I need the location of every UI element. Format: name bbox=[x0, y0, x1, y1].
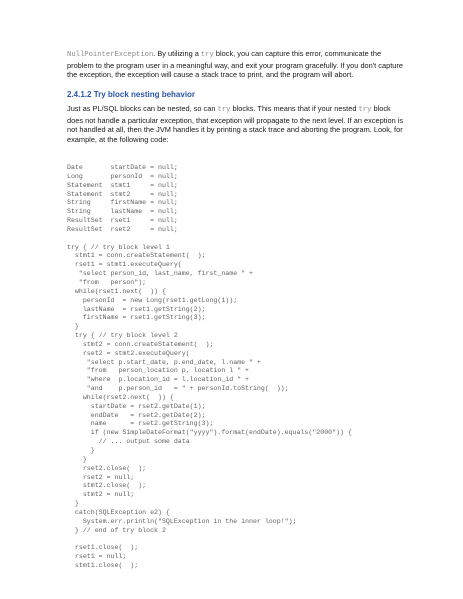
inline-code-nullpointerexception: NullPointerException bbox=[67, 51, 154, 59]
para-text-a: Just as PL/SQL blocks can be nested, so can bbox=[67, 104, 218, 113]
code-line bbox=[67, 235, 352, 244]
code-block bbox=[67, 164, 352, 571]
code-line: Statement stmt2 = null; bbox=[67, 190, 178, 198]
code-line: "from person_location p, location l " + bbox=[67, 367, 250, 375]
code-line: stmt2 = null; bbox=[67, 491, 135, 499]
code-line bbox=[67, 535, 352, 544]
code-line: "and p.person_id = " + personId.toString( )); bbox=[67, 385, 289, 393]
inline-code-try: try bbox=[200, 51, 214, 59]
code-line: catch(SQLException e2) { bbox=[67, 508, 170, 516]
code-line: "from person"); bbox=[67, 278, 147, 286]
code-line: rset1.close( ); bbox=[67, 544, 139, 552]
code-line: rset1 = null; bbox=[67, 553, 127, 561]
code-line: if (new SimpleDateFormat("yyyy").format(endDate).equals("2000")) { bbox=[67, 429, 352, 437]
code-line: while(rset1.next( )) { bbox=[67, 287, 166, 295]
code-line: Statement stmt1 = null; bbox=[67, 181, 178, 189]
code-line: lastName = rset1.getString(2); bbox=[67, 305, 206, 313]
intro-paragraph bbox=[67, 49, 407, 80]
code-line: } bbox=[67, 447, 95, 454]
code-line: } // end of try block 2 bbox=[67, 526, 166, 534]
para-text-b: blocks. This means that if your nested bbox=[230, 104, 359, 113]
code-line: endDate = rset2.getDate(2); bbox=[67, 411, 206, 419]
code-line: stmt2 = conn.createStatement( ); bbox=[67, 340, 214, 348]
code-line: Long personId = null; bbox=[67, 172, 178, 180]
code-line: // ... output some data bbox=[67, 438, 190, 446]
section-heading: 2.4.1.2 Try block nesting behavior bbox=[67, 90, 196, 99]
code-line: System.err.println("SQLException in the inner loop!"); bbox=[67, 517, 297, 525]
code-line: rset2.close( ); bbox=[67, 464, 147, 472]
inline-code-try: try bbox=[217, 106, 231, 114]
code-line: "select p.start_date, p.end_date, l.name " + bbox=[67, 358, 261, 366]
code-line: firstName = rset1.getString(3); bbox=[67, 314, 206, 322]
code-line: Date startDate = null; bbox=[67, 164, 178, 171]
code-line: try { // try block level 2 bbox=[67, 332, 178, 340]
intro-text-a: . By utilizing a bbox=[153, 49, 201, 58]
code-line: } bbox=[67, 323, 79, 331]
code-line: stmt2.close( ); bbox=[67, 482, 147, 490]
code-line: } bbox=[67, 455, 87, 463]
code-line: rset1 = stmt1.executeQuery( bbox=[67, 261, 182, 269]
code-line: stmt1.close( ); bbox=[67, 561, 139, 569]
body-paragraph bbox=[67, 104, 407, 145]
code-line: ResultSet rset2 = null; bbox=[67, 225, 178, 233]
code-line: "where p.location_id = l.location_id " + bbox=[67, 376, 250, 384]
code-line: "select person_id, last_name, first_name " + bbox=[67, 270, 253, 278]
code-line: ResultSet rset1 = null; bbox=[67, 217, 178, 225]
para-text-c: block does not handle a particular exception, that exception will propagate to the next level. If an exception is not handled at all, then the JVM handles it by printing a stack trace and aborting the program. Look, for example, at the following code: bbox=[67, 104, 404, 145]
code-line: name = rset2.getString(3); bbox=[67, 420, 214, 428]
code-line: rset2 = null; bbox=[67, 473, 135, 481]
code-line: startDate = rset2.getDate(1); bbox=[67, 402, 206, 410]
code-line: } bbox=[67, 500, 79, 508]
code-line: while(rset2.next( )) { bbox=[67, 393, 174, 401]
code-line: stmt1 = conn.createStatement( ); bbox=[67, 252, 206, 260]
intro-text-b: block, you can capture this error, communicate the problem to the program user in a meaningful way, and exit your program gracefully. If you don't capture the exception, the exception will cause a stack trace to print, and the program will abort. bbox=[67, 49, 403, 80]
inline-code-try: try bbox=[358, 106, 372, 114]
code-line: rset2 = stmt2.executeQuery( bbox=[67, 349, 190, 357]
code-line: try { // try block level 1 bbox=[67, 243, 170, 251]
code-line: String firstName = null; bbox=[67, 199, 178, 207]
code-line: personId = new Long(rset1.getLong(1)); bbox=[67, 296, 238, 304]
code-line: String lastName = null; bbox=[67, 208, 178, 216]
